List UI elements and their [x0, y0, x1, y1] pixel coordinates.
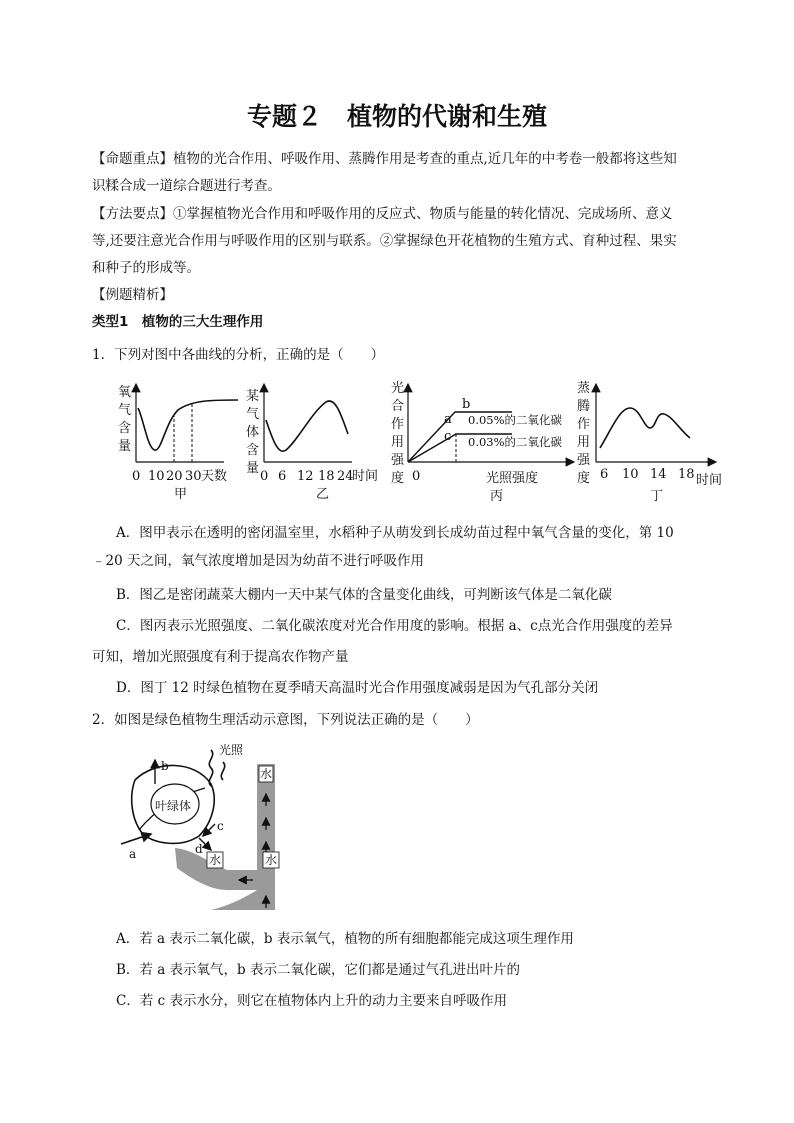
question-1-stem: 1．下列对图中各曲线的分析，正确的是（ ）	[92, 347, 385, 363]
graph-bing-point-b: b	[462, 397, 471, 412]
graph-jia-curve	[138, 400, 238, 450]
graph-ding-ylabel-6: 度	[577, 471, 591, 486]
graph-bing-ylabel-3: 作	[391, 417, 405, 432]
graph-yi-ylabel-5: 量	[246, 461, 260, 476]
graph-ding-ylabel-5: 强	[577, 453, 591, 468]
graph-bing-point-c: c	[444, 429, 452, 444]
question-1-option-a-line-2: ﹣20 天之间，氧气浓度增加是因为幼苗不进行呼吸作用	[92, 553, 424, 569]
graph-bing-origin: 0	[412, 469, 421, 484]
question-2-stem: 2．如图是绿色植物生理活动示意图，下列说法正确的是（ ）	[92, 712, 479, 728]
arrow-a	[121, 834, 151, 844]
graph-jia-xunit: 天数	[201, 469, 228, 484]
question-2-option-c: C．若 c 表示水分，则它在植物体内上升的动力主要来自呼吸作用	[116, 993, 507, 1009]
graph-ding-ylabel-1: 蒸	[577, 381, 591, 396]
page-title: 专题２ 植物的代谢和生殖	[246, 102, 547, 131]
graph-yi-xunit: 时间	[352, 469, 379, 484]
graph-bing-ylabel-5: 强	[391, 453, 405, 468]
graph-yi-xtick-12: 12	[297, 469, 314, 484]
graph-jia-xtick-30: 30	[185, 469, 202, 484]
graph-bing-label-005: 0.05%的二氧化碳	[468, 413, 563, 427]
water-label-branch: 水	[209, 853, 222, 867]
graph-yi-caption: 乙	[316, 487, 330, 502]
graph-ding-xtick-10: 10	[622, 467, 639, 482]
graph-jia-caption: 甲	[174, 487, 188, 502]
graph-ding	[577, 380, 722, 503]
example-heading: 【例题精析】	[92, 287, 173, 303]
graph-ding-xunit: 时间	[696, 473, 723, 488]
water-label-stem: 水	[265, 853, 278, 867]
graph-yi-xtick-24: 24	[337, 469, 354, 484]
graph-ding-xtick-14: 14	[650, 467, 667, 482]
stem-shape	[257, 764, 278, 910]
intro-para-1-line-1: 【命题重点】植物的光合作用、呼吸作用、蒸腾作用是考查的重点,近几年的中考卷一般都将这些知	[92, 151, 677, 167]
graph-yi-ylabel-1: 某	[246, 389, 260, 404]
section-heading: 类型1 植物的三大生理作用	[92, 314, 264, 330]
label-b: b	[161, 759, 169, 773]
graph-ding-ylabel-2: 腾	[577, 399, 591, 414]
intro-para-2-line-1: 【方法要点】①掌握植物光合作用和呼吸作用的反应式、物质与能量的转化情况、完成场所、意义	[92, 206, 673, 222]
graph-jia	[118, 384, 238, 502]
light-label: 光照	[219, 743, 244, 757]
graph-jia-xtick-0: 0	[132, 469, 141, 484]
graph-bing-caption: 丙	[490, 489, 504, 503]
graph-yi-ylabel-3: 体	[246, 425, 260, 440]
graph-jia-ylabel-1: 氧	[118, 385, 132, 400]
graph-yi-ylabel-4: 含	[246, 443, 260, 458]
q1-graphs-figure	[100, 378, 740, 503]
graph-ding-ylabel-4: 用	[577, 435, 591, 450]
label-a: a	[129, 847, 137, 861]
label-c: c	[217, 819, 224, 833]
chloroplast-label: 叶绿体	[155, 799, 192, 813]
graph-yi-xtick-18: 18	[318, 469, 335, 484]
water-label-stem-top: 水	[260, 767, 273, 781]
graph-ding-ylabel-3: 作	[577, 417, 591, 432]
graph-jia-ylabel-4: 量	[118, 439, 132, 454]
q2-plant-diagram	[115, 740, 295, 912]
graph-bing	[391, 380, 574, 503]
graph-ding-xtick-6: 6	[600, 467, 609, 482]
graph-jia-ylabel-3: 含	[118, 421, 132, 436]
graph-jia-xtick-10: 10	[148, 469, 165, 484]
intro-para-1-line-2: 识糅合成一道综合题进行考查。	[92, 178, 281, 194]
graph-bing-ylabel-4: 用	[391, 435, 405, 450]
label-d: d	[195, 842, 203, 856]
graph-bing-ylabel-6: 度	[391, 471, 405, 486]
graph-jia-xtick-20: 20	[166, 469, 183, 484]
graph-yi	[246, 384, 378, 502]
graph-yi-xtick-6: 6	[278, 469, 287, 484]
graph-bing-ylabel-2: 合	[391, 399, 405, 414]
branch-base-shape	[211, 890, 257, 910]
question-2-option-a: A．若 a 表示二氧化碳，b 表示氧气，植物的所有细胞都能完成这项生理作用	[116, 931, 574, 947]
graph-bing-ylabel-1: 光	[391, 381, 405, 396]
graph-bing-label-003: 0.03%的二氧化碳	[468, 435, 563, 449]
graph-bing-xunit: 光照强度	[486, 471, 539, 486]
question-1-option-d: D．图丁 12 时绿色植物在夏季晴天高温时光合作用强度减弱是因为气孔部分关闭	[116, 680, 599, 696]
question-1-option-a-line-1: A．图甲表示在透明的密闭温室里，水稻种子从萌发到长成幼苗过程中氧气含量的变化，第 10	[116, 525, 674, 541]
graph-ding-curve	[600, 408, 690, 448]
graph-ding-xtick-18: 18	[678, 467, 695, 482]
graph-yi-curve	[266, 401, 348, 451]
intro-para-2-line-2: 等,还要注意光合作用与呼吸作用的区别与联系。②掌握绿色开花植物的生殖方式、育种过程、果实	[92, 233, 677, 249]
question-2-option-b: B．若 a 表示氧气，b 表示二氧化碳，它们都是通过气孔进出叶片的	[116, 962, 520, 978]
graph-ding-caption: 丁	[650, 489, 664, 503]
graph-bing-point-a: a	[444, 412, 452, 427]
graph-jia-ylabel-2: 气	[118, 403, 132, 418]
question-1-option-b: B．图乙是密闭蔬菜大棚内一天中某气体的含量变化曲线，可判断该气体是二氧化碳	[116, 587, 612, 603]
intro-para-2-line-3: 和种子的形成等。	[92, 260, 200, 276]
question-1-option-c-line-1: C．图丙表示光照强度、二氧化碳浓度对光合作用度的影响。根据 a、c点光合作用强度的差异	[116, 618, 673, 634]
question-1-option-c-line-2: 可知，增加光照强度有利于提高农作物产量	[92, 649, 349, 665]
graph-yi-ylabel-2: 气	[246, 407, 260, 422]
graph-yi-xtick-0: 0	[260, 469, 269, 484]
